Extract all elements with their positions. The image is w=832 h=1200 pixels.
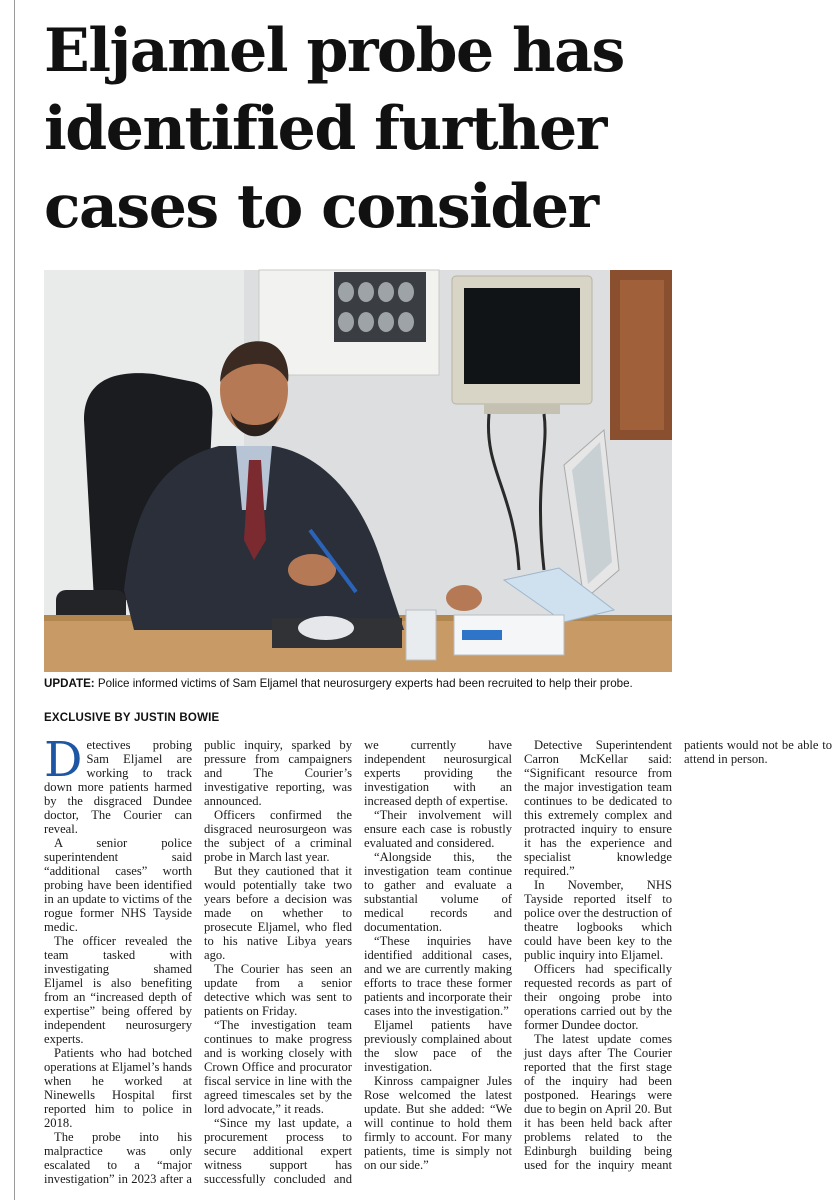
paragraph: “The investigation team continues to make progress and is working closely with Crown Office and procurator fiscal service in line with the agreed timescales set by the lord advocate,” it reads. <box>204 1018 352 1116</box>
paragraph: Eljamel patients have previously complained about the slow pace of the investigation. <box>364 1018 512 1074</box>
first-paragraph-text: etectives probing Sam Eljamel are working to track down more patients harmed by the disgraced Dundee doctor, The Courier can reveal. <box>44 738 192 836</box>
photo-caption <box>44 676 684 692</box>
paragraph: A senior police superintendent said “additional cases” worth probing have been identified in an update to victims of the rogue former NHS Tayside medic. <box>44 836 192 934</box>
paragraph: The probe into his malpractice was only escalated to a “major investigation” in 2023 after a public inquiry, sparked by pressure from campaigners and The Courier’s investigative reporting, was announced. <box>44 738 352 1186</box>
paragraph: Patients who had botched operations at Eljamel’s hands when he worked at Ninewells Hospital first reported him to police in 2018. <box>44 1046 192 1130</box>
doctor-at-desk-illustration <box>44 270 672 672</box>
paragraph: “These inquiries have identified additional cases, and we are currently making efforts to trace these former patients and incorporate their cases into the investigation.” <box>364 934 512 1018</box>
first-paragraph <box>44 732 192 836</box>
paragraph: The Courier has seen an update from a senior detective which was sent to patients on Friday. <box>204 962 352 1018</box>
article-photo <box>44 270 672 672</box>
byline: EXCLUSIVE BY JUSTIN BOWIE <box>44 712 220 724</box>
caption-lead: UPDATE: <box>44 677 95 690</box>
article-body <box>44 732 832 1194</box>
paragraph: Officers confirmed the disgraced neurosurgeon was the subject of a criminal probe in March last year. <box>204 808 352 864</box>
headline: Eljamel probe has identified further cases to consider <box>44 16 624 242</box>
paragraph: In November, NHS Tayside reported itself to police over the destruction of theatre logbooks which could have been key to the public inquiry into Eljamel. <box>524 878 672 962</box>
paragraph: Detective Superintendent Carron McKellar said: “Significant resource from the major investigation team continues to be dedicated to this extremely complex and protracted inquiry to ensure it has the experience and specialist knowledge required.” <box>524 738 672 878</box>
paragraph: Officers had specifically requested records as part of their ongoing probe into operations carried out by the former Dundee doctor. <box>524 962 672 1032</box>
caption-text: Police informed victims of Sam Eljamel that neurosurgery experts had been recruited to help their probe. <box>94 677 633 690</box>
paragraph: “Since my last update, a procurement process to secure additional expert witness support has successfully concluded and we currently have independent neurosurgical experts providing the investigation with an increased depth of expertise. <box>204 738 512 1186</box>
paragraph: “Their involvement will ensure each case is robustly evaluated and considered. <box>364 808 512 850</box>
paragraph: “Alongside this, the investigation team continue to gather and evaluate a substantial volume of medical records and documentation. <box>364 850 512 934</box>
page-margin-rule <box>14 0 15 1200</box>
paragraph: Kinross campaigner Jules Rose welcomed the latest update. But she added: “We will continue to hold them firmly to account. For many patients, time is simply not on our side.” <box>364 1074 512 1172</box>
paragraph: The officer revealed the team tasked with investigating shamed Eljamel is also benefiting from an “increased depth of expertise” being offered by independent neurosurgery experts. <box>44 934 192 1046</box>
paragraph: The latest update comes just days after The Courier reported that the first stage of the inquiry had been postponed. Hearings were due to begin on April 20. But it has been held back after problems related to the Edinburgh building being used for the inquiry meant patients would not be able to attend in person. <box>524 738 832 1172</box>
paragraph: But they cautioned that it would potentially take two years before a decision was made on whether to prosecute Eljamel, who fled to his native Libya years ago. <box>204 864 352 962</box>
dropcap: D <box>44 732 83 788</box>
